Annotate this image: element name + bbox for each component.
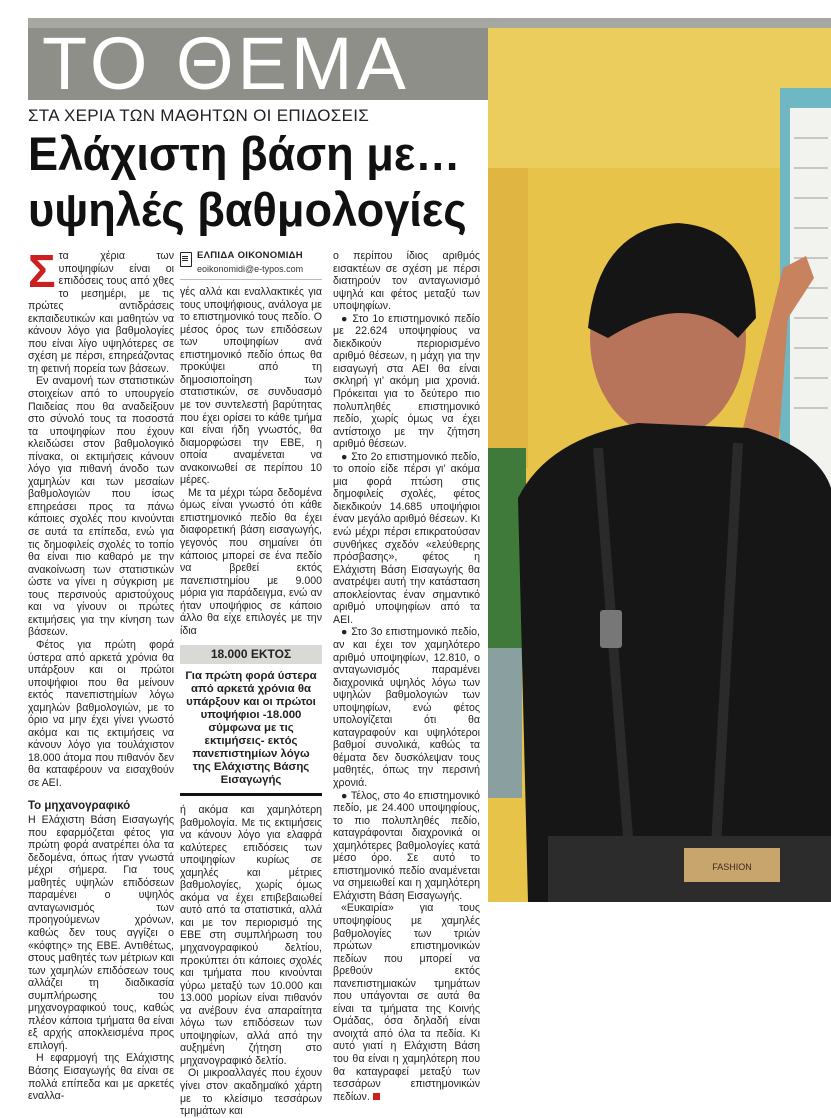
column-2 bbox=[180, 250, 322, 1118]
paragraph: γές αλλά και εναλλακτικές για τους υποψήφιους, ανάλογα με το επιστημονικό τους πεδίο. Ο μέσος όρος των επιδόσεων των υποψηφίων ανά επιστημονικό πεδίο όπως θα προκύψει από τη δημοσιοποίηση των στατιστικών, σε συνδυασμό με τον συντελεστή βαρύτητας που έχει ορίσει το κάθε τμήμα και είναι ήδη γνωστός, θα διαμορφώσει την ΕΒΕ, η οποία αναμένεται να ανακοινωθεί σε περίπου 10 μέρες. bbox=[180, 286, 322, 487]
bullet-paragraph: ● Στο 3ο επιστημονικό πεδίο, αν και έχει τον χαμηλότερο αριθμό υποψηφίων, 12.810, ο ανταγωνισμός παραμένει διαχρονικά υψηλός λόγω των υψηλών βαθμολογιών των υποψηφίων, ενώ φέτος υπολογίζεται ότι θα καταγραφούν και υψηλότεροι βαθμοί συνολικά, καθώς τα θέματα δεν δυσκόλεψαν τους μαθητές, όπως την περσινή χρονιά. bbox=[333, 626, 480, 789]
paragraph: Φέτος για πρώτη φορά ύστερα από αρκετά χρόνια θα υπάρξουν και οι πρώτοι υποψήφιοι που θα μείνουν εκτός πανεπιστημίων λόγω χαμηλών βαθμολογιών, με το όριο να μην έχει γίνει γνωστό ακόμα και τις εκτιμήσεις να κάνουν λόγο για τουλάχιστον 18.000 άτομα που πιθανόν δεν θα καταφέρουν να εισαχθούν σε ΑΕΙ. bbox=[28, 638, 174, 789]
paragraph: Οι μικροαλλαγές που έχουν γίνει στον ακαδημαϊκό χάρτη με το κλείσιμο τεσσάρων τμημάτων και bbox=[180, 1067, 322, 1118]
byline bbox=[180, 250, 322, 280]
photo-label: FASHION bbox=[712, 862, 752, 872]
paragraph: Με τα μέχρι τώρα δεδομένα όμως είναι γνωστό ότι κάθε επιστημονικό πεδίο θα έχει διαφορετική βάση εισαγωγής, γεγονός που σημαίνει ότι κάποιος μπορεί σε ένα πεδίο να βρεθεί εκτός πανεπιστημίου με 9.000 μόρια για παράδειγμα, ενώ αν ήταν υποψήφιος σε κάποιο άλλο θα είχε επιλογές με την ίδια bbox=[180, 486, 322, 637]
paragraph: Η Ελάχιστη Βάση Εισαγωγής που εφαρμόζεται φέτος για πρώτη φορά ανατρέπει όλα τα δεδομένα, όπως ήταν γνωστά μέχρι σήμερα. Για τους μαθητές υψηλών επιδόσεων παραμένει ο υψηλός ανταγωνισμός των προηγούμενων χρόνων, καθώς δεν τους αγγίζει ο «κόφτης» της ΕΒΕ. Αντιθέτως, στους μαθητές των μέτριων και των χαμηλών επιδόσεων τους αλλάζει τη διαδικασία συμπλήρωσης του μηχανογραφικού τους, καθώς πλέον κάποια τμήματα θα είναι εξ αρχής αποκλεισμένα προς επιλογή. bbox=[28, 814, 174, 1052]
pull-quote-body: Για πρώτη φορά ύστερα από αρκετά χρόνια θα υπάρξουν και οι πρώτοι υποψήφιοι -18.000 σύμφωνα με τις εκτιμήσεις- εκτός πανεπιστημίων λόγω της Ελάχιστης Βάσης Εισαγωγής bbox=[180, 664, 322, 796]
article-photo bbox=[488, 28, 831, 902]
author-name: ΕΛΠΙΔΑ ΟΙΚΟΝΟΜΙΔΗ bbox=[197, 250, 303, 261]
paragraph: ο περίπου ίδιος αριθμός εισακτέων σε σχέση με πέρσι διατηρούν τον ανταγωνισμό υψηλά και φέτος μεταξύ των υποψηφίων. bbox=[333, 250, 480, 313]
kicker: ΣΤΑ ΧΕΡΙΑ ΤΩΝ ΜΑΘΗΤΩΝ ΟΙ ΕΠΙΔΟΣΕΙΣ bbox=[28, 106, 370, 125]
column-1 bbox=[28, 245, 174, 1103]
subheading: Το μηχανογραφικό bbox=[28, 799, 131, 812]
section-title: ΤΟ ΘΕΜΑ bbox=[42, 22, 410, 105]
lead-paragraph: Στα χέρια των υποψηφίων είναι οι επιδόσεις τους από χθες το μεσημέρι, με τις πρώτες αντιδράσεις εκπαιδευτικών και μαθητών να κάνουν λόγο για βαθμολογίες που είναι λίγο υψηλότερες σε σχέση με πέρσι, επηρεάζοντας τη φετινή πορεία των βάσεων. bbox=[28, 245, 174, 375]
headline-line-1: Ελάχιστη βάση με… bbox=[28, 127, 461, 180]
bullet-paragraph: ● Στο 1ο επιστημονικό πεδίο με 22.624 υποψηφίους να διεκδικούν περιορισμένο αριθμό θέσεων, η μάχη για την εισαγωγή στα ΑΕΙ θα είναι σκληρή γι’ ακόμη μια χρονιά. Πρόκειται για το δεύτερο πιο πολυπληθές επιστημονικό πεδίο, χωρίς όμως να έχει αντίστοιχο με την ζήτηση αριθμό θέσεων. bbox=[333, 312, 480, 451]
section-band bbox=[28, 22, 488, 105]
pen-paper-icon bbox=[180, 252, 192, 267]
headline-line-2: υψηλές βαθμολογίες bbox=[28, 183, 467, 236]
bullet-paragraph: ● Τέλος, στο 4ο επιστημονικό πεδίο, με 24.400 υποψηφίους, το πιο πολυπληθές πεδίο, καταγράφονται διαχρονικά οι χαμηλότερες βαθμολογίες κατά μέσο όρο. Σε αυτό το επιστημονικό πεδίο αναμένεται να σημειωθεί και η χαμηλότερη Ελάχιστη Βάση Εισαγωγής. bbox=[333, 789, 480, 902]
headline bbox=[28, 126, 470, 238]
paragraph: «Ευκαιρία» για τους υποψηφίους με χαμηλές βαθμολογίες των τριών πρώτων επιστημονικών πεδίων που μπορεί να βρεθούν εκτός πανεπιστημιακών τμημάτων που υπάγονται σε αυτά θα είναι τα τμήματα της Κοινής Ομάδας, όσα δηλαδή είναι ανοιχτά από όλα τα πεδία. Κι αυτό γιατί η Ελάχιστη Βάση του θα είναι η χαμηλότερη που θα καταγραφεί μεταξύ των τεσσάρων επιστημονικών πεδίων. bbox=[333, 902, 480, 1103]
author-email: eoikonomidi@e-typos.com bbox=[197, 263, 304, 274]
pull-quote bbox=[180, 645, 322, 796]
column-3 bbox=[333, 250, 480, 1103]
end-square-icon bbox=[373, 1093, 380, 1100]
pull-quote-title: 18.000 ΕΚΤΟΣ bbox=[180, 645, 322, 664]
paragraph: ή ακόμα και χαμηλότερη βαθμολογία. Με τις εκτιμήσεις να κάνουν λόγο για ελαφρά καλύτερες επιδόσεις των υποψηφίων κυρίως σε χαμηλές και μέτριες βαθμολογίες, χωρίς όμως ακόμα να έχει επιβεβαιωθεί αυτό από τα στατιστικά, αλλά και με τον περιορισμό της ΕΒΕ στη συμπλήρωση του μηχανογραφικού δελτίου, προκύπτει ότι κάποιες σχολές και τμήματα που κινούνται γύρω μεταξύ των 10.000 και 13.000 μορίων είναι πιθανόν να ανέβουν ένα απαραίτητα λόγω των επιδόσεων των υποψηφίων, αλλά από την αυξημένη ζήτηση στο μηχανογραφικό δελτίο. bbox=[180, 803, 322, 1067]
bullet-paragraph: ● Στο 2ο επιστημονικό πεδίο, το οποίο είδε πέρσι γι’ ακόμα μια φορά πτώση στις δημοφιλείς σχολές, φέτος διεκδικούν 14.685 υποψήφιοι έναν μεγάλο αριθμό θέσεων. Κι ενώ μέχρι πέρσι επικρατούσαν συνθήκες σχεδόν «ελεύθερης πρόσβασης», φέτος η Ελάχιστη Βάση Εισαγωγής θα ανατρέψει αυτή την κατάσταση αποκλείοντας έναν σημαντικό αριθμό υποψηφίων από τα ΑΕΙ. bbox=[333, 450, 480, 626]
drop-cap: Σ bbox=[28, 245, 56, 297]
paragraph: Η εφαρμογή της Ελάχιστης Βάσης Εισαγωγής θα είναι σε πολλά επίπεδα και με αρκετές εναλλα- bbox=[28, 1052, 174, 1103]
paragraph: Εν αναμονή των στατιστικών στοιχείων από το υπουργείο Παιδείας που θα αναδείξουν στο σύνολό τους τα ποσοστά τα υποψηφίων που έχουν κλειδώσει στον βαθμολογικό πίνακα, οι εκτιμήσεις κάνουν λόγο για πιθανή άνοδο των χαμηλών και των μεσαίων βαθμολογιών που ίσως επηρεάσει προς τα πάνω κάποιες σχολές που κινούνται σε αυτά τα επίπεδα, ενώ για τις δημοφιλείς σχολές το τοπίο θα είναι πιο καθαρό με την ανακοίνωση των στατιστικών ώστε να γίνει η σύγκριση με τους περσινούς αριστούχους και να γίνουν οι πρώτες εκτιμήσεις για την κίνηση των βάσεων. bbox=[28, 375, 174, 639]
